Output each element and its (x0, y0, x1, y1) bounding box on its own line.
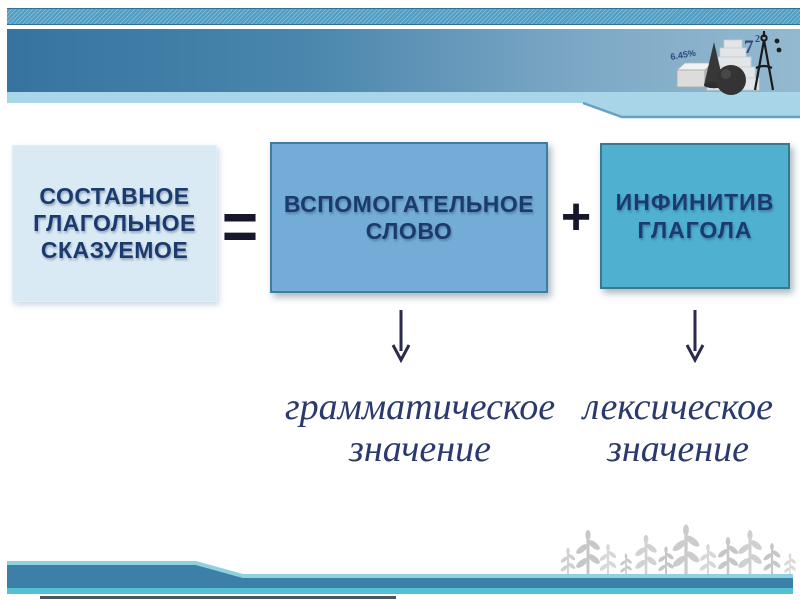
math-clipart-icon (665, 30, 797, 100)
power-exponent: 2 (755, 34, 760, 45)
auxiliary-word-box (270, 142, 548, 293)
subject-box (12, 145, 217, 302)
header-hatch-band (7, 8, 800, 25)
down-arrow-icon (388, 307, 414, 365)
percent-label: 6.45% (669, 47, 697, 62)
subject-line-1: СОСТАВНОЕ (39, 183, 190, 209)
infinitive-line-1: ИНФИНИТИВ (615, 189, 775, 215)
dot-decoration (777, 48, 782, 53)
grammatical-line-2: значение (349, 428, 491, 470)
lexical-line-1: лексическое (582, 386, 774, 428)
auxiliary-line-2: СЛОВО (365, 217, 453, 244)
lexical-line-2: значение (607, 428, 749, 470)
down-arrow-icon (682, 307, 708, 365)
sphere-icon (716, 65, 746, 95)
infinitive-line-2: ГЛАГОЛА (637, 217, 753, 243)
plus-sign: + (560, 188, 592, 246)
auxiliary-line-1: ВСПОМОГАТЕЛЬНОЕ (283, 190, 535, 217)
subject-line-2: ГЛАГОЛЬНОЕ (33, 210, 196, 236)
subject-line-3: СКАЗУЕМОЕ (40, 237, 189, 263)
bottom-ribbon (0, 556, 800, 600)
power-label (744, 34, 760, 58)
equals-sign: = (221, 189, 259, 265)
grammatical-line-1: грамматическое (284, 386, 556, 428)
lexical-meaning-label (570, 386, 786, 470)
grammatical-meaning-label (278, 386, 562, 470)
infinitive-box (600, 143, 790, 289)
power-base: 7 (744, 37, 754, 58)
dot-decoration (775, 39, 780, 44)
